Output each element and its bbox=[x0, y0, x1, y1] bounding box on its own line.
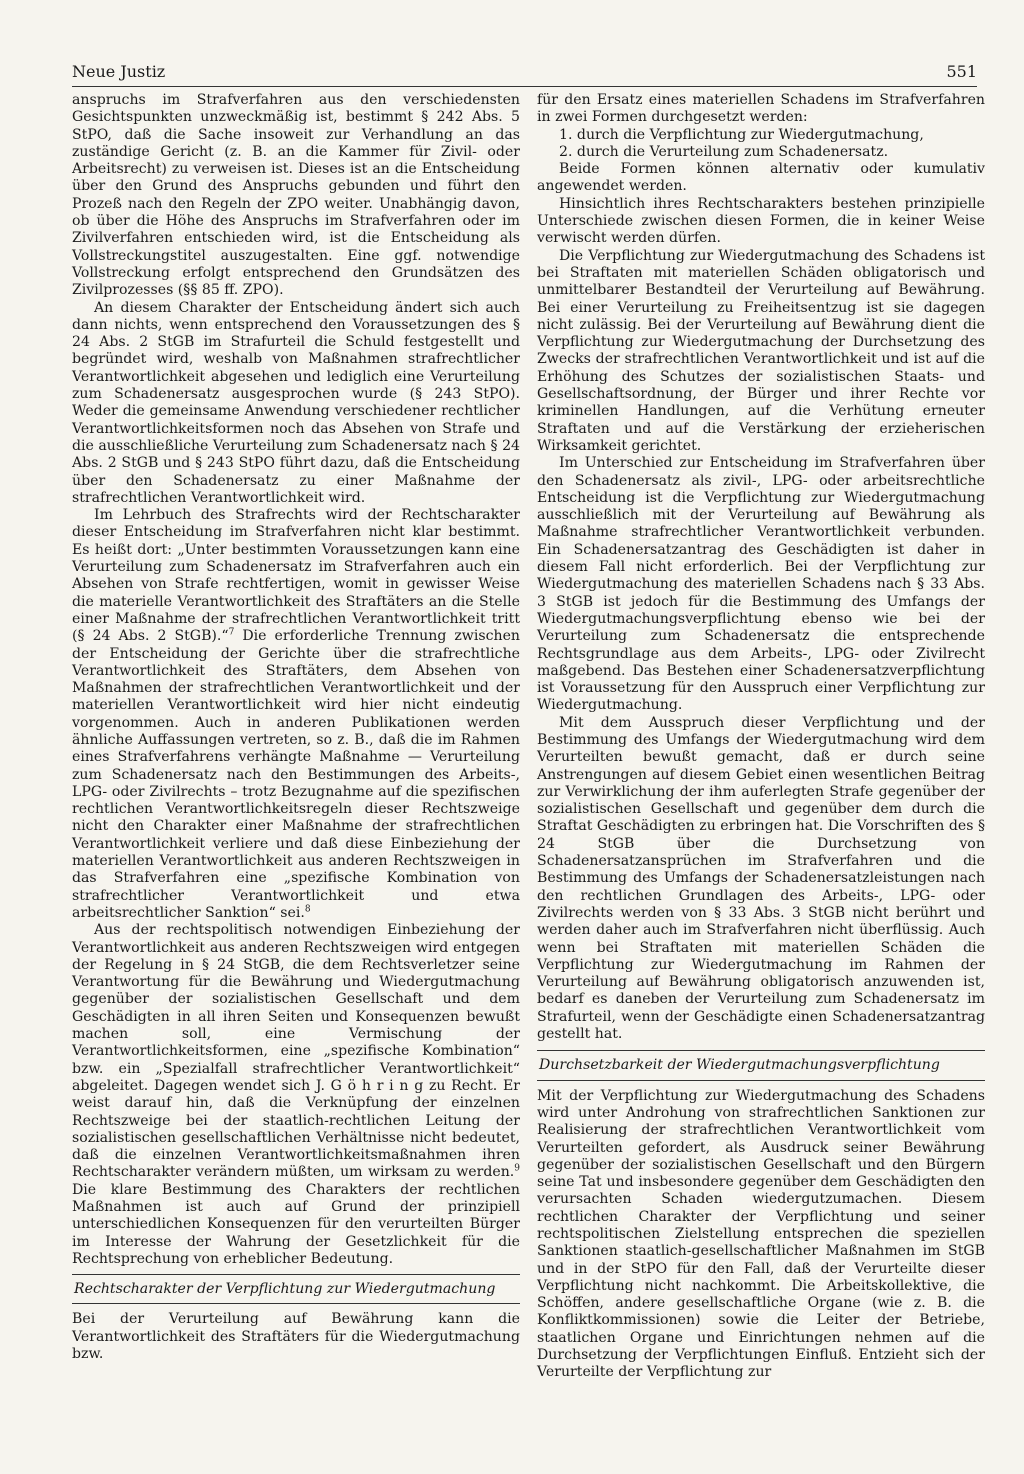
paragraph: Mit der Verpflichtung zur Wiedergutmachung des Schadens wird unter Androhung von strafrechtlichen Sanktionen zur Realisierung der strafrechtlichen Verantwortlichkeit vom Verurteilten gefordert, als Ausdruck seiner Bewährung gegenüber der sozialistischen Gesellschaft und den Bürgern seine Tat und insbesondere gegenüber dem Geschädigten den verursachten Schaden wiedergutzumachen. Diesem rechtlichen Charakter der Verpflichtung und seiner rechtspolitischen Zielstellung entsprechen die speziellen Sanktionen staatlich-gesellschaftlicher Maßnahmen im StGB und in der StPO für den Fall, daß der Verurteilte dieser Verpflichtung nicht nachkommt. Die Arbeitskollektive, die Schöffen, andere gesellschaftliche Organe (wie z. B. die Konfliktkommissionen) sowie die Leiter der Betriebe, staatlichen Organe und Einrichtungen nehmen auf die Durchsetzung der Verpflichtungen Einfluß. Entzieht sich der Verurteilte der Verpflichtung zur bbox=[537, 1087, 985, 1381]
section-heading: Rechtscharakter der Verpflichtung zur Wiedergutmachung bbox=[72, 1274, 520, 1304]
footnote-ref: 8 bbox=[304, 904, 311, 915]
left-column bbox=[72, 92, 520, 1363]
paragraph: Mit dem Ausspruch dieser Verpflichtung und der Bestimmung des Umfangs der Wiedergutmachung wird dem Verurteilten bewußt gemacht, daß er durch seine Anstrengungen auf diesem Gebiet einen wesentlichen Beitrag zur Verwirklichung der ihm auferlegten Strafe gegenüber der sozialistischen Gesellschaft und gegenüber dem durch die Straftat Geschädigten zu erbringen hat. Die Vorschriften des § 24 StGB über die Durchsetzung von Schadenersatzansprüchen im Strafverfahren und die Bestimmung des Umfangs der Schadenersatzleistungen nach den rechtlichen Grundlagen des Arbeits-, LPG- oder Zivilrechts werden von § 33 Abs. 3 StGB nicht berührt und werden daher auch im Strafverfahren nicht überflüssig. Auch wenn bei Straftaten mit materiellen Schäden die Verpflichtung zur Wiedergutmachung im Rahmen der Verurteilung auf Bewährung obligatorisch anzuwenden ist, bedarf es daneben der Verurteilung zum Schadenersatz im Strafurteil, wenn der Geschädigte einen Schadenersatzantrag gestellt hat. bbox=[537, 714, 985, 1043]
paragraph: Beide Formen können alternativ oder kumulativ angewendet werden. bbox=[537, 161, 985, 195]
paragraph: anspruchs im Strafverfahren aus den verschiedensten Gesichtspunkten unzweckmäßig ist, bestimmt § 242 Abs. 5 StPO, daß die Sache insoweit zur Verhandlung an das zuständige Gericht (z. B. an die Kammer für Zivil- oder Arbeitsrecht) zu verweisen ist. Dieses ist an die Entscheidung über den Grund des Anspruchs gebunden und führt den Prozeß nach den Regeln der ZPO weiter. Unabhängig davon, ob über die Höhe des Anspruchs im Strafverfahren oder im Zivilverfahren entschieden wird, ist die Entscheidung als Vollstreckungstitel auszugestalten. Eine ggf. notwendige Vollstreckung erfolgt entsprechend den Grundsätzen des Zivilprozesses (§§ 85 ff. ZPO). bbox=[72, 92, 520, 299]
journal-title: Neue Justiz bbox=[72, 62, 166, 81]
paragraph-text: Im Lehrbuch des Strafrechts wird der Rechtscharakter dieser Entscheidung im Strafverfahren nicht klar bestimmt. Es heißt dort: „Unter bestimmten Voraussetzungen kann eine Verurteilung zum Schadenersatz im Strafverfahren auch ein Absehen von Strafe rechtfertigen, womit in gewisser Weise die materielle Verantwortlichkeit des Straftäters an die Stelle einer Maßnahme der strafrechtlichen Verantwortlichkeit tritt (§ 24 Abs. 2 StGB).“ bbox=[72, 507, 520, 645]
paragraph: für den Ersatz eines materiellen Schadens im Strafverfahren in zwei Formen durchgesetzt werden: bbox=[537, 92, 985, 126]
paragraph: An diesem Charakter der Entscheidung ändert sich auch dann nichts, wenn entsprechend den Voraussetzungen des § 24 Abs. 2 StGB im Strafurteil die Schuld festgestellt und begründet wird, weshalb von Maßnahmen strafrechtlicher Verantwortlichkeit abgesehen und lediglich eine Verurteilung zum Schadenersatz ausgesprochen wurde (§ 243 StPO). Weder die gemeinsame Anwendung verschiedener rechtlicher Verantwortlichkeitsformen noch das Absehen von Strafe und die ausschließliche Verurteilung zum Schadenersatz nach § 24 Abs. 2 StGB und § 243 StPO führt dazu, daß die Entscheidung über den Schadenersatz zu einer Maßnahme der strafrechtlichen Verantwortlichkeit wird. bbox=[72, 299, 520, 506]
right-column bbox=[537, 92, 985, 1382]
paragraph: Im Unterschied zur Entscheidung im Strafverfahren über den Schadenersatz als zivil-, LPG- oder arbeitsrechtliche Entscheidung ist die Verpflichtung zur Wiedergutmachung ausschließlich mit der Verurteilung auf Bewährung als Maßnahme strafrechtlicher Verantwortlichkeit verbunden. Ein Schadenersatzantrag des Geschädigten ist daher in diesem Fall nicht erforderlich. Bei der Verpflichtung zur Wiedergutmachung des materiellen Schadens nach § 33 Abs. 3 StGB ist jedoch für die Bestimmung des Umfangs der Wiedergutmachungsverpflichtung ebenso wie bei der Verurteilung zum Schadenersatz die entsprechende Rechtsgrundlage aus dem Arbeits-, LPG- oder Zivilrecht maßgebend. Das Bestehen einer Schadenersatzverpflichtung ist Voraussetzung für den Ausspruch einer Verpflichtung zur Wiedergutmachung. bbox=[537, 455, 985, 714]
page-header bbox=[72, 62, 977, 87]
section-heading: Durchsetzbarkeit der Wiedergutmachungsverpflichtung bbox=[537, 1050, 985, 1080]
paragraph: Die Verpflichtung zur Wiedergutmachung des Schadens ist bei Straftaten mit materiellen Schäden obligatorisch und unmittelbarer Bestandteil der Verurteilung auf Bewährung. Bei einer Verurteilung zu Freiheitsentzug ist sie dagegen nicht zulässig. Bei der Verurteilung auf Bewährung dient die Verpflichtung zur Wiedergutmachung der Durchsetzung des Zwecks der strafrechtlichen Verantwortlichkeit und ist auf die Erhöhung des Schutzes der sozialistischen Staats- und Gesellschaftsordnung, der Bürger und ihrer Rechte vor kriminellen Handlungen, auf die Verhütung erneuter Straftaten und auf die Verstärkung der erzieherischen Wirksamkeit gerichtet. bbox=[537, 247, 985, 454]
list-item: 2. durch die Verurteilung zum Schadenersatz. bbox=[559, 143, 889, 160]
page-number: 551 bbox=[946, 62, 977, 81]
paragraph-text: Die klare Bestimmung des Charakters der rechtlichen Maßnahmen ist auch auf Grund der prinzipiell unterschiedlichen Konsequenzen für den verurteilten Bürger im Interesse der Wahrung der Gesetzlichkeit für die Rechtsprechung von erheblicher Bedeutung. bbox=[72, 1181, 520, 1267]
footnote-ref: 7 bbox=[228, 627, 235, 638]
paragraph-text: Die erforderliche Trennung zwischen der Entscheidung der Gerichte über die strafrechtliche Verantwortlichkeit des Straftäters, dem Absehen von Maßnahmen der strafrechtlichen Verantwortlichkeit und der materiellen Verantwortlichkeit wird hier nicht eindeutig vorgenommen. Auch in anderen Publikationen werden ähnliche Auffassungen vertreten, so z. B., daß die im Rahmen eines Strafverfahrens verhängte Maßnahme — Verurteilung zum Schadenersatz nach den Bestimmungen des Arbeits-, LPG- oder Zivilrechts – trotz Bezugnahme auf die spezifischen rechtlichen Verantwortlichkeitsregeln dieser Rechtszweige nicht den Charakter einer Maßnahme der strafrechtlichen Verantwortlichkeit verliere und daß diese Einbeziehung der materiellen Verantwortlichkeit aus anderen Rechtszweigen in das Strafverfahren eine „spezifische Kombination von strafrechtlicher Verantwortlichkeit und etwa arbeitsrechtlicher Sanktion“ sei. bbox=[72, 628, 520, 921]
paragraph: Bei der Verurteilung auf Bewährung kann die Verantwortlichkeit des Straftäters für die Wiedergutmachung bzw. bbox=[72, 1311, 520, 1363]
paragraph: Hinsichtlich ihres Rechtscharakters bestehen prinzipielle Unterschiede zwischen diesen Formen, die in keiner Weise verwischt werden dürfen. bbox=[537, 195, 985, 247]
paragraph-text: Aus der rechtspolitisch notwendigen Einbeziehung der Verantwortlichkeit aus anderen Rechtszweigen wird entgegen der Regelung in § 24 StGB, die dem Rechtsverletzer seine Verantwortung für die Bewährung und Wiedergutmachung gegenüber der sozialistischen Gesellschaft und dem Geschädigten in all ihren Seiten und Konsequenzen bewußt machen soll, eine Vermischung der Verantwortlichkeitsformen, eine „spezifische Kombination“ bzw. ein „Spezialfall strafrechtlicher Verantwortlichkeit“ abgeleitet. Dagegen wendet sich J. G ö h r i n g zu Recht. Er weist darauf hin, daß die Verknüpfung der einzelnen Rechtszweige bei der staatlich-rechtlichen Leitung der sozialistischen gesellschaftlichen Verhältnisse nicht bedeutet, daß die einzelnen Verantwortlichkeitsmaßnahmen ihren Rechtscharakter verändern müßten, um wirksam zu werden. bbox=[72, 922, 520, 1181]
paragraph bbox=[72, 507, 520, 922]
paragraph bbox=[72, 922, 520, 1268]
list-item: 1. durch die Verpflichtung zur Wiedergutmachung, bbox=[559, 126, 924, 143]
footnote-ref: 9 bbox=[514, 1163, 520, 1174]
